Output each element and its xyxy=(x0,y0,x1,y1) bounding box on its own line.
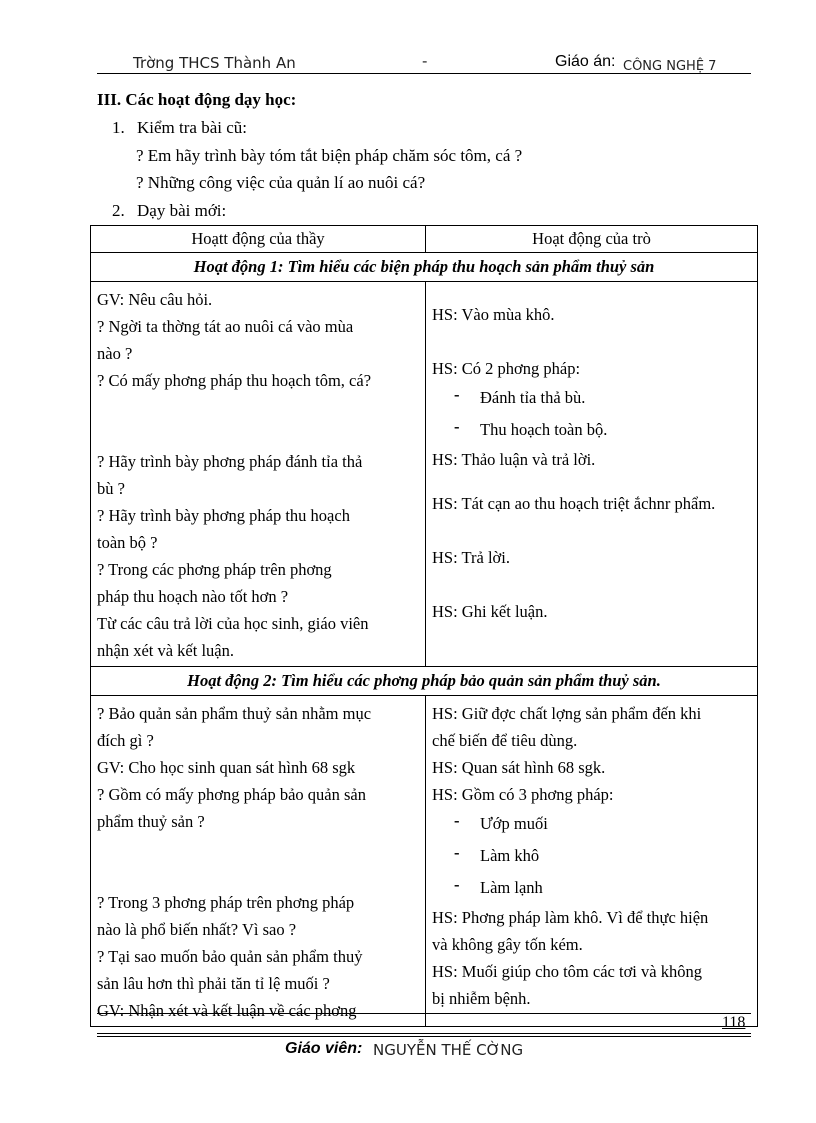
student-bullet: - Ướp muối xyxy=(454,808,751,840)
item-1-label: Kiểm tra bài cũ: xyxy=(137,118,247,137)
teacher-line: bù ? xyxy=(97,479,125,498)
teacher-line: nhận xét và kết luận. xyxy=(97,641,234,660)
spacer xyxy=(97,394,419,448)
teacher-line: ? Hãy trình bày phơng pháp đánh tỉa thả xyxy=(97,452,363,471)
student-line: HS: Thảo luận và trả lời. xyxy=(432,450,596,469)
student-line: HS: Phơng pháp làm khô. Vì để thực hiện xyxy=(432,908,709,927)
teacher-line: Từ các câu trả lời của học sinh, giáo viên xyxy=(97,614,369,633)
teacher-line: GV: Cho học sinh quan sát hình 68 sgk xyxy=(97,758,356,777)
student-bullet: - Làm khô xyxy=(454,840,751,872)
activity-1-title-row xyxy=(91,253,758,282)
teacher-line: phẩm thuỷ sản ? xyxy=(97,812,205,831)
subject-name: CÔNG NGHỆ 7 xyxy=(623,59,717,74)
student-line: HS: Tát cạn ao thu hoạch triệt ắchnr phẩm. xyxy=(432,494,716,513)
student-bullet: - Làm lạnh xyxy=(454,872,751,904)
spacer xyxy=(432,571,751,598)
student-line: HS: Quan sát hình 68 sgk. xyxy=(432,758,606,777)
activity-2-teacher-cell xyxy=(91,696,426,1027)
teacher-line: GV: Nêu câu hỏi. xyxy=(97,290,213,309)
teacher-line: đích gì ? xyxy=(97,731,154,750)
student-line: HS: Giữ đợc chất lợng sản phẩm đến khi xyxy=(432,704,702,723)
activity-1-content-row xyxy=(91,282,758,667)
spacer xyxy=(432,517,751,544)
item-1-question-2: ? Những công việc của quản lí ao nuôi cá? xyxy=(136,173,426,192)
activity-1-teacher-cell xyxy=(91,282,426,667)
teacher-line: toàn bộ ? xyxy=(97,533,158,552)
plan-label: Giáo án: xyxy=(555,53,616,70)
student-line: HS: Vào mùa khô. xyxy=(432,305,555,324)
activity-1-student-cell xyxy=(426,282,758,667)
spacer xyxy=(432,473,751,490)
teacher-line: sản lâu hơn thì phải tăn tỉ lệ muối ? xyxy=(97,974,330,993)
teacher-line: ? Trong các phơng pháp trên phơng xyxy=(97,560,332,579)
school-name: Trờng THCS Thành An xyxy=(133,54,296,72)
teacher-line: pháp thu hoạch nào tốt hơn ? xyxy=(97,587,289,606)
footer-rule-top xyxy=(97,1013,751,1014)
student-line: HS: Gồm có 3 phơng pháp: xyxy=(432,785,614,804)
item-2-number: 2. xyxy=(112,201,125,220)
teacher-name: NGUYỄN THẾ CỜNG xyxy=(373,1041,524,1059)
table-header-row xyxy=(91,226,758,253)
student-bullet: - Đánh tỉa thả bù. xyxy=(454,382,751,414)
student-line: bị nhiễm bệnh. xyxy=(432,989,531,1008)
activity-2-title: Hoạt động 2: Tìm hiểu các phơng pháp bảo quản sản phẩm thuỷ sản. xyxy=(91,667,758,696)
teacher-line: nào ? xyxy=(97,344,133,363)
activity-2-student-cell xyxy=(426,696,758,1027)
student-line: HS: Ghi kết luận. xyxy=(432,602,548,621)
student-line: HS: Trả lời. xyxy=(432,548,510,567)
teacher-line: ? Gồm có mấy phơng pháp bảo quản sản xyxy=(97,785,366,804)
student-line: HS: Có 2 phơng pháp: xyxy=(432,359,581,378)
item-1-number: 1. xyxy=(112,118,125,137)
lesson-table xyxy=(90,225,758,1027)
section-title: III. Các hoạt động dạy học: xyxy=(97,90,297,109)
teacher-line: ? Tại sao muốn bảo quản sản phẩm thuỷ xyxy=(97,947,363,966)
header-dash: - xyxy=(422,52,428,70)
item-1-question-1: ? Em hãy trình bày tóm tắt biện pháp chăm sóc tôm, cá ? xyxy=(136,146,523,165)
footer-rule-bottom xyxy=(97,1033,751,1037)
teacher-line: ? Ngời ta thờng tát ao nuôi cá vào mùa xyxy=(97,317,354,336)
student-line: chế biến để tiêu dùng. xyxy=(432,731,578,750)
spacer xyxy=(97,835,419,889)
student-bullet: - Thu hoạch toàn bộ. xyxy=(454,414,751,446)
column-header-student: Hoạt động của trò xyxy=(426,226,758,253)
teacher-label: Giáo viên: xyxy=(285,1040,363,1057)
activity-1-title: Hoạt động 1: Tìm hiểu các biện pháp thu hoạch sản phẩm thuỷ sản xyxy=(91,253,758,282)
teacher-line: nào là phổ biến nhất? Vì sao ? xyxy=(97,920,297,939)
teacher-line: ? Có mấy phơng pháp thu hoạch tôm, cá? xyxy=(97,371,372,390)
page-number: 118 xyxy=(722,1014,746,1031)
column-header-teacher: Hoạtt động của thầy xyxy=(91,226,426,253)
teacher-line: ? Bảo quản sản phẩm thuỷ sản nhằm mục xyxy=(97,704,372,723)
spacer xyxy=(432,286,751,301)
teacher-line: ? Trong 3 phơng pháp trên phơng pháp xyxy=(97,893,355,912)
student-line: HS: Muối giúp cho tôm các tơi và không xyxy=(432,962,702,981)
teacher-line: GV: Nhận xét và kết luận về các phơng xyxy=(97,1001,357,1020)
activity-2-content-row xyxy=(91,696,758,1027)
student-line: và không gây tốn kém. xyxy=(432,935,583,954)
item-2-label: Dạy bài mới: xyxy=(137,201,227,220)
activity-2-title-row xyxy=(91,667,758,696)
spacer xyxy=(432,328,751,355)
header-rule xyxy=(97,73,751,74)
teacher-line: ? Hãy trình bày phơng pháp thu hoạch xyxy=(97,506,350,525)
